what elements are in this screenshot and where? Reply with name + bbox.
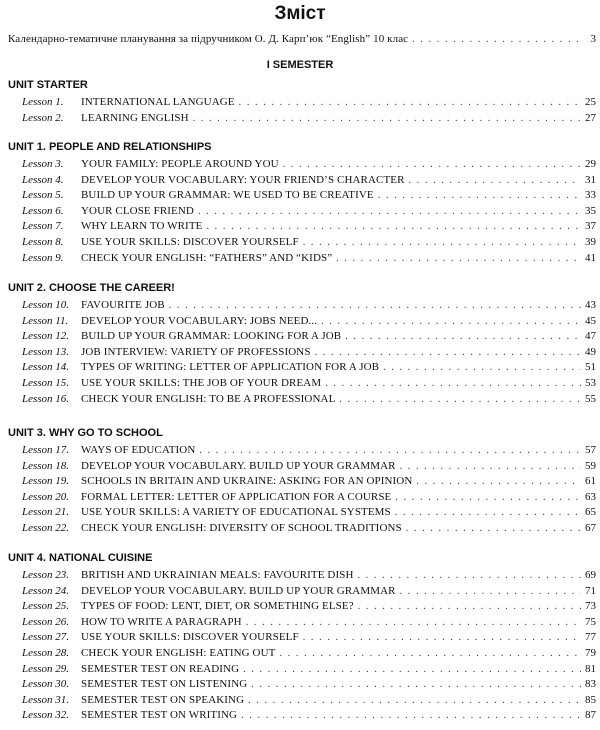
lesson-title: JOB INTERVIEW: VARIETY OF PROFESSIONS — [81, 345, 311, 358]
lesson-label: Lesson 15. — [22, 377, 70, 389]
leader-dots — [336, 252, 581, 266]
lesson-title: INTERNATIONAL LANGUAGE — [81, 96, 235, 108]
lesson-label: Lesson 25. — [22, 600, 70, 613]
lesson-label: Lesson 22. — [22, 522, 70, 534]
page-number: 79 — [585, 647, 596, 659]
page-number: 69 — [585, 569, 596, 581]
leader-dots — [241, 709, 581, 723]
page-number: 47 — [585, 330, 596, 343]
lesson-label: Lesson 18. — [22, 459, 70, 472]
lesson-label: Lesson 2. — [22, 111, 64, 124]
lesson-entry[interactable] — [22, 376, 596, 391]
leader-dots — [303, 631, 581, 645]
lesson-label: Lesson 5. — [22, 189, 64, 202]
lesson-title: DEVELOP YOUR VOCABULARY: YOUR FRIEND’S CHARACTER — [81, 173, 405, 186]
leader-dots — [383, 361, 581, 375]
page-number: 53 — [585, 377, 596, 389]
lesson-entry[interactable] — [22, 615, 596, 630]
lesson-title: HOW TO WRITE A PARAGRAPH — [81, 615, 242, 628]
lesson-label: Lesson 23. — [22, 569, 70, 581]
leader-dots — [416, 475, 581, 489]
leader-dots — [243, 663, 581, 677]
leader-dots — [400, 460, 581, 474]
page-number: 45 — [585, 314, 596, 327]
leader-dots — [358, 600, 581, 614]
lesson-entry[interactable] — [22, 298, 596, 313]
page-number: 85 — [585, 693, 596, 706]
lesson-entry[interactable] — [22, 646, 596, 661]
lesson-entry[interactable] — [22, 459, 596, 474]
lesson-entry[interactable] — [22, 708, 596, 723]
leader-dots — [251, 678, 581, 692]
lesson-entry[interactable] — [22, 235, 596, 250]
page-number: 71 — [585, 584, 596, 597]
lesson-title: USE YOUR SKILLS: DISCOVER YOURSELF — [81, 631, 299, 644]
lesson-title: WHY LEARN TO WRITE — [81, 220, 203, 233]
lesson-entry[interactable] — [22, 599, 596, 614]
leader-dots — [395, 506, 581, 520]
lesson-label: Lesson 10. — [22, 299, 70, 311]
lesson-label: Lesson 29. — [22, 662, 70, 675]
leader-dots — [339, 393, 581, 407]
unit-heading: UNIT 1. PEOPLE AND RELATIONSHIPS — [8, 141, 212, 153]
leader-dots — [406, 522, 581, 536]
leader-dots — [246, 616, 581, 630]
unit-heading: UNIT STARTER — [8, 79, 88, 91]
page-number: 51 — [585, 361, 596, 374]
leader-dots — [378, 189, 581, 203]
lesson-entry[interactable] — [22, 95, 596, 110]
lesson-entry[interactable] — [22, 360, 596, 375]
lesson-title: USE YOUR SKILLS: DISCOVER YOURSELF — [81, 236, 299, 248]
lesson-entry[interactable] — [22, 521, 596, 536]
semester-heading: I SEMESTER — [266, 59, 334, 71]
page-number: 55 — [585, 392, 596, 405]
unit-heading: UNIT 3. WHY GO TO SCHOOL — [8, 427, 163, 439]
leader-dots — [206, 220, 581, 234]
leader-dots — [315, 346, 581, 360]
leader-dots — [325, 377, 581, 391]
page-number: 31 — [585, 173, 596, 186]
lesson-entry[interactable] — [22, 474, 596, 489]
lesson-label: Lesson 26. — [22, 615, 70, 628]
lesson-entry[interactable] — [22, 505, 596, 520]
lesson-title: SEMESTER TEST ON WRITING — [81, 709, 238, 722]
page-number: 63 — [585, 490, 596, 503]
lesson-label: Lesson 30. — [22, 678, 70, 691]
lesson-title: YOUR FAMILY: PEOPLE AROUND YOU — [81, 158, 279, 170]
leader-dots — [239, 96, 581, 110]
lesson-title: FORMAL LETTER: LETTER OF APPLICATION FOR A COURSE — [81, 490, 392, 503]
lesson-entry[interactable] — [22, 443, 596, 458]
lesson-title: DEVELOP YOUR VOCABULARY: JOBS NEED... — [81, 314, 318, 327]
page-number: 59 — [585, 459, 596, 472]
lesson-label: Lesson 13. — [22, 345, 70, 358]
lesson-label: Lesson 32. — [22, 709, 70, 722]
lesson-title: CHECK YOUR ENGLISH: TO BE A PROFESSIONAL — [81, 392, 336, 405]
lesson-label: Lesson 3. — [22, 158, 64, 170]
lesson-entry[interactable] — [22, 568, 596, 583]
lesson-title: TYPES OF WRITING: LETTER OF APPLICATION FOR A JOB — [81, 361, 380, 374]
lesson-title: FAVOURITE JOB — [81, 299, 165, 311]
lesson-label: Lesson 8. — [22, 236, 64, 248]
lesson-entry[interactable] — [22, 630, 596, 645]
leader-dots — [409, 174, 581, 188]
page-number: 73 — [585, 600, 596, 613]
lesson-entry[interactable] — [22, 188, 596, 203]
page-number: 49 — [585, 345, 596, 358]
lesson-entry[interactable] — [22, 662, 596, 677]
page-number: 41 — [585, 251, 596, 264]
lesson-entry[interactable] — [22, 693, 596, 708]
leader-dots — [400, 585, 581, 599]
page-number: 65 — [585, 506, 596, 519]
page-number: 57 — [585, 444, 596, 456]
intro-entry[interactable] — [8, 32, 596, 47]
leader-dots — [283, 158, 581, 172]
lesson-entry[interactable] — [22, 329, 596, 344]
lesson-label: Lesson 11. — [22, 314, 69, 327]
lesson-title: BRITISH AND UKRAINIAN MEALS: FAVOURITE DISH — [81, 569, 354, 581]
page-number: 33 — [585, 189, 596, 202]
lesson-entry[interactable] — [22, 677, 596, 692]
lesson-title: CHECK YOUR ENGLISH: EATING OUT — [81, 647, 276, 659]
lesson-label: Lesson 1. — [22, 96, 64, 108]
lesson-title: USE YOUR SKILLS: THE JOB OF YOUR DREAM — [81, 377, 322, 389]
lesson-label: Lesson 7. — [22, 220, 64, 233]
intro-text: Календарно-тематичне планування за підручником О. Д. Карп’юк “English” 10 клас — [8, 33, 409, 45]
lesson-entry[interactable] — [22, 173, 596, 188]
lesson-title: DEVELOP YOUR VOCABULARY. BUILD UP YOUR GRAMMAR — [81, 584, 396, 597]
lesson-label: Lesson 28. — [22, 647, 70, 659]
lesson-label: Lesson 17. — [22, 444, 70, 456]
page-number: 87 — [585, 709, 596, 722]
lesson-title: DEVELOP YOUR VOCABULARY. BUILD UP YOUR GRAMMAR — [81, 459, 396, 472]
page-number: 67 — [585, 522, 596, 534]
lesson-label: Lesson 16. — [22, 392, 70, 405]
leader-dots — [169, 299, 581, 313]
leader-dots — [193, 112, 581, 126]
lesson-label: Lesson 12. — [22, 330, 70, 343]
leader-dots — [199, 444, 581, 458]
page-number: 61 — [585, 475, 596, 488]
page-number: 37 — [585, 220, 596, 233]
lesson-title: TYPES OF FOOD: LENT, DIET, OR SOMETHING ELSE? — [81, 600, 354, 613]
page-number: 29 — [585, 158, 596, 170]
lesson-title: SCHOOLS IN BRITAIN AND UKRAINE: ASKING FOR AN OPINION — [81, 475, 413, 488]
page-number: 77 — [585, 631, 596, 644]
leader-dots — [303, 236, 581, 250]
page-number: 35 — [585, 204, 596, 217]
lesson-label: Lesson 9. — [22, 251, 64, 264]
leader-dots — [345, 330, 581, 344]
lesson-label: Lesson 19. — [22, 475, 70, 488]
lesson-title: USE YOUR SKILLS: A VARIETY OF EDUCATIONAL SYSTEMS — [81, 506, 391, 519]
unit-heading: UNIT 4. NATIONAL CUISINE — [8, 552, 153, 564]
page-number: 25 — [585, 96, 596, 108]
page-number: 83 — [585, 678, 596, 691]
lesson-title: YOUR CLOSE FRIEND — [81, 204, 194, 217]
page-number: 75 — [585, 615, 596, 628]
lesson-label: Lesson 6. — [22, 204, 64, 217]
lesson-entry[interactable] — [22, 204, 596, 219]
lesson-entry[interactable] — [22, 157, 596, 172]
lesson-label: Lesson 4. — [22, 173, 64, 186]
page-number: 43 — [585, 299, 596, 311]
lesson-title: SEMESTER TEST ON SPEAKING — [81, 693, 245, 706]
lesson-title: LEARNING ENGLISH — [81, 111, 189, 124]
lesson-title: BUILD UP YOUR GRAMMAR: LOOKING FOR A JOB — [81, 330, 342, 343]
lesson-entry[interactable] — [22, 111, 596, 126]
lesson-title: CHECK YOUR ENGLISH: “FATHERS” AND “KIDS” — [81, 251, 333, 264]
lesson-label: Lesson 27. — [22, 631, 70, 644]
leader-dots — [412, 33, 581, 47]
lesson-title: WAYS OF EDUCATION — [81, 444, 196, 456]
lesson-label: Lesson 31. — [22, 693, 70, 706]
lesson-entry[interactable] — [22, 490, 596, 505]
unit-heading: UNIT 2. CHOOSE THE CAREER! — [8, 282, 175, 294]
lesson-entry[interactable] — [22, 584, 596, 599]
lesson-label: Lesson 24. — [22, 584, 70, 597]
page-number: 27 — [585, 111, 596, 124]
leader-dots — [395, 491, 581, 505]
lesson-entry[interactable] — [22, 219, 596, 234]
leader-dots — [321, 315, 581, 329]
leader-dots — [357, 569, 581, 583]
lesson-entry[interactable] — [22, 314, 596, 329]
leader-dots — [248, 694, 581, 708]
lesson-label: Lesson 20. — [22, 490, 70, 503]
lesson-label: Lesson 14. — [22, 361, 70, 374]
page-number: 81 — [585, 662, 596, 675]
page-number: 39 — [585, 236, 596, 248]
lesson-title: SEMESTER TEST ON LISTENING — [81, 678, 248, 691]
leader-dots — [198, 205, 581, 219]
lesson-title: BUILD UP YOUR GRAMMAR: WE USED TO BE CREATIVE — [81, 189, 374, 202]
page-number: 3 — [590, 33, 596, 45]
lesson-entry[interactable] — [22, 251, 596, 266]
page-title: Зміст — [274, 3, 326, 24]
lesson-title: CHECK YOUR ENGLISH: DIVERSITY OF SCHOOL TRADITIONS — [81, 522, 402, 534]
lesson-entry[interactable] — [22, 392, 596, 407]
lesson-entry[interactable] — [22, 345, 596, 360]
lesson-title: SEMESTER TEST ON READING — [81, 662, 240, 675]
leader-dots — [279, 647, 581, 661]
lesson-label: Lesson 21. — [22, 506, 70, 519]
